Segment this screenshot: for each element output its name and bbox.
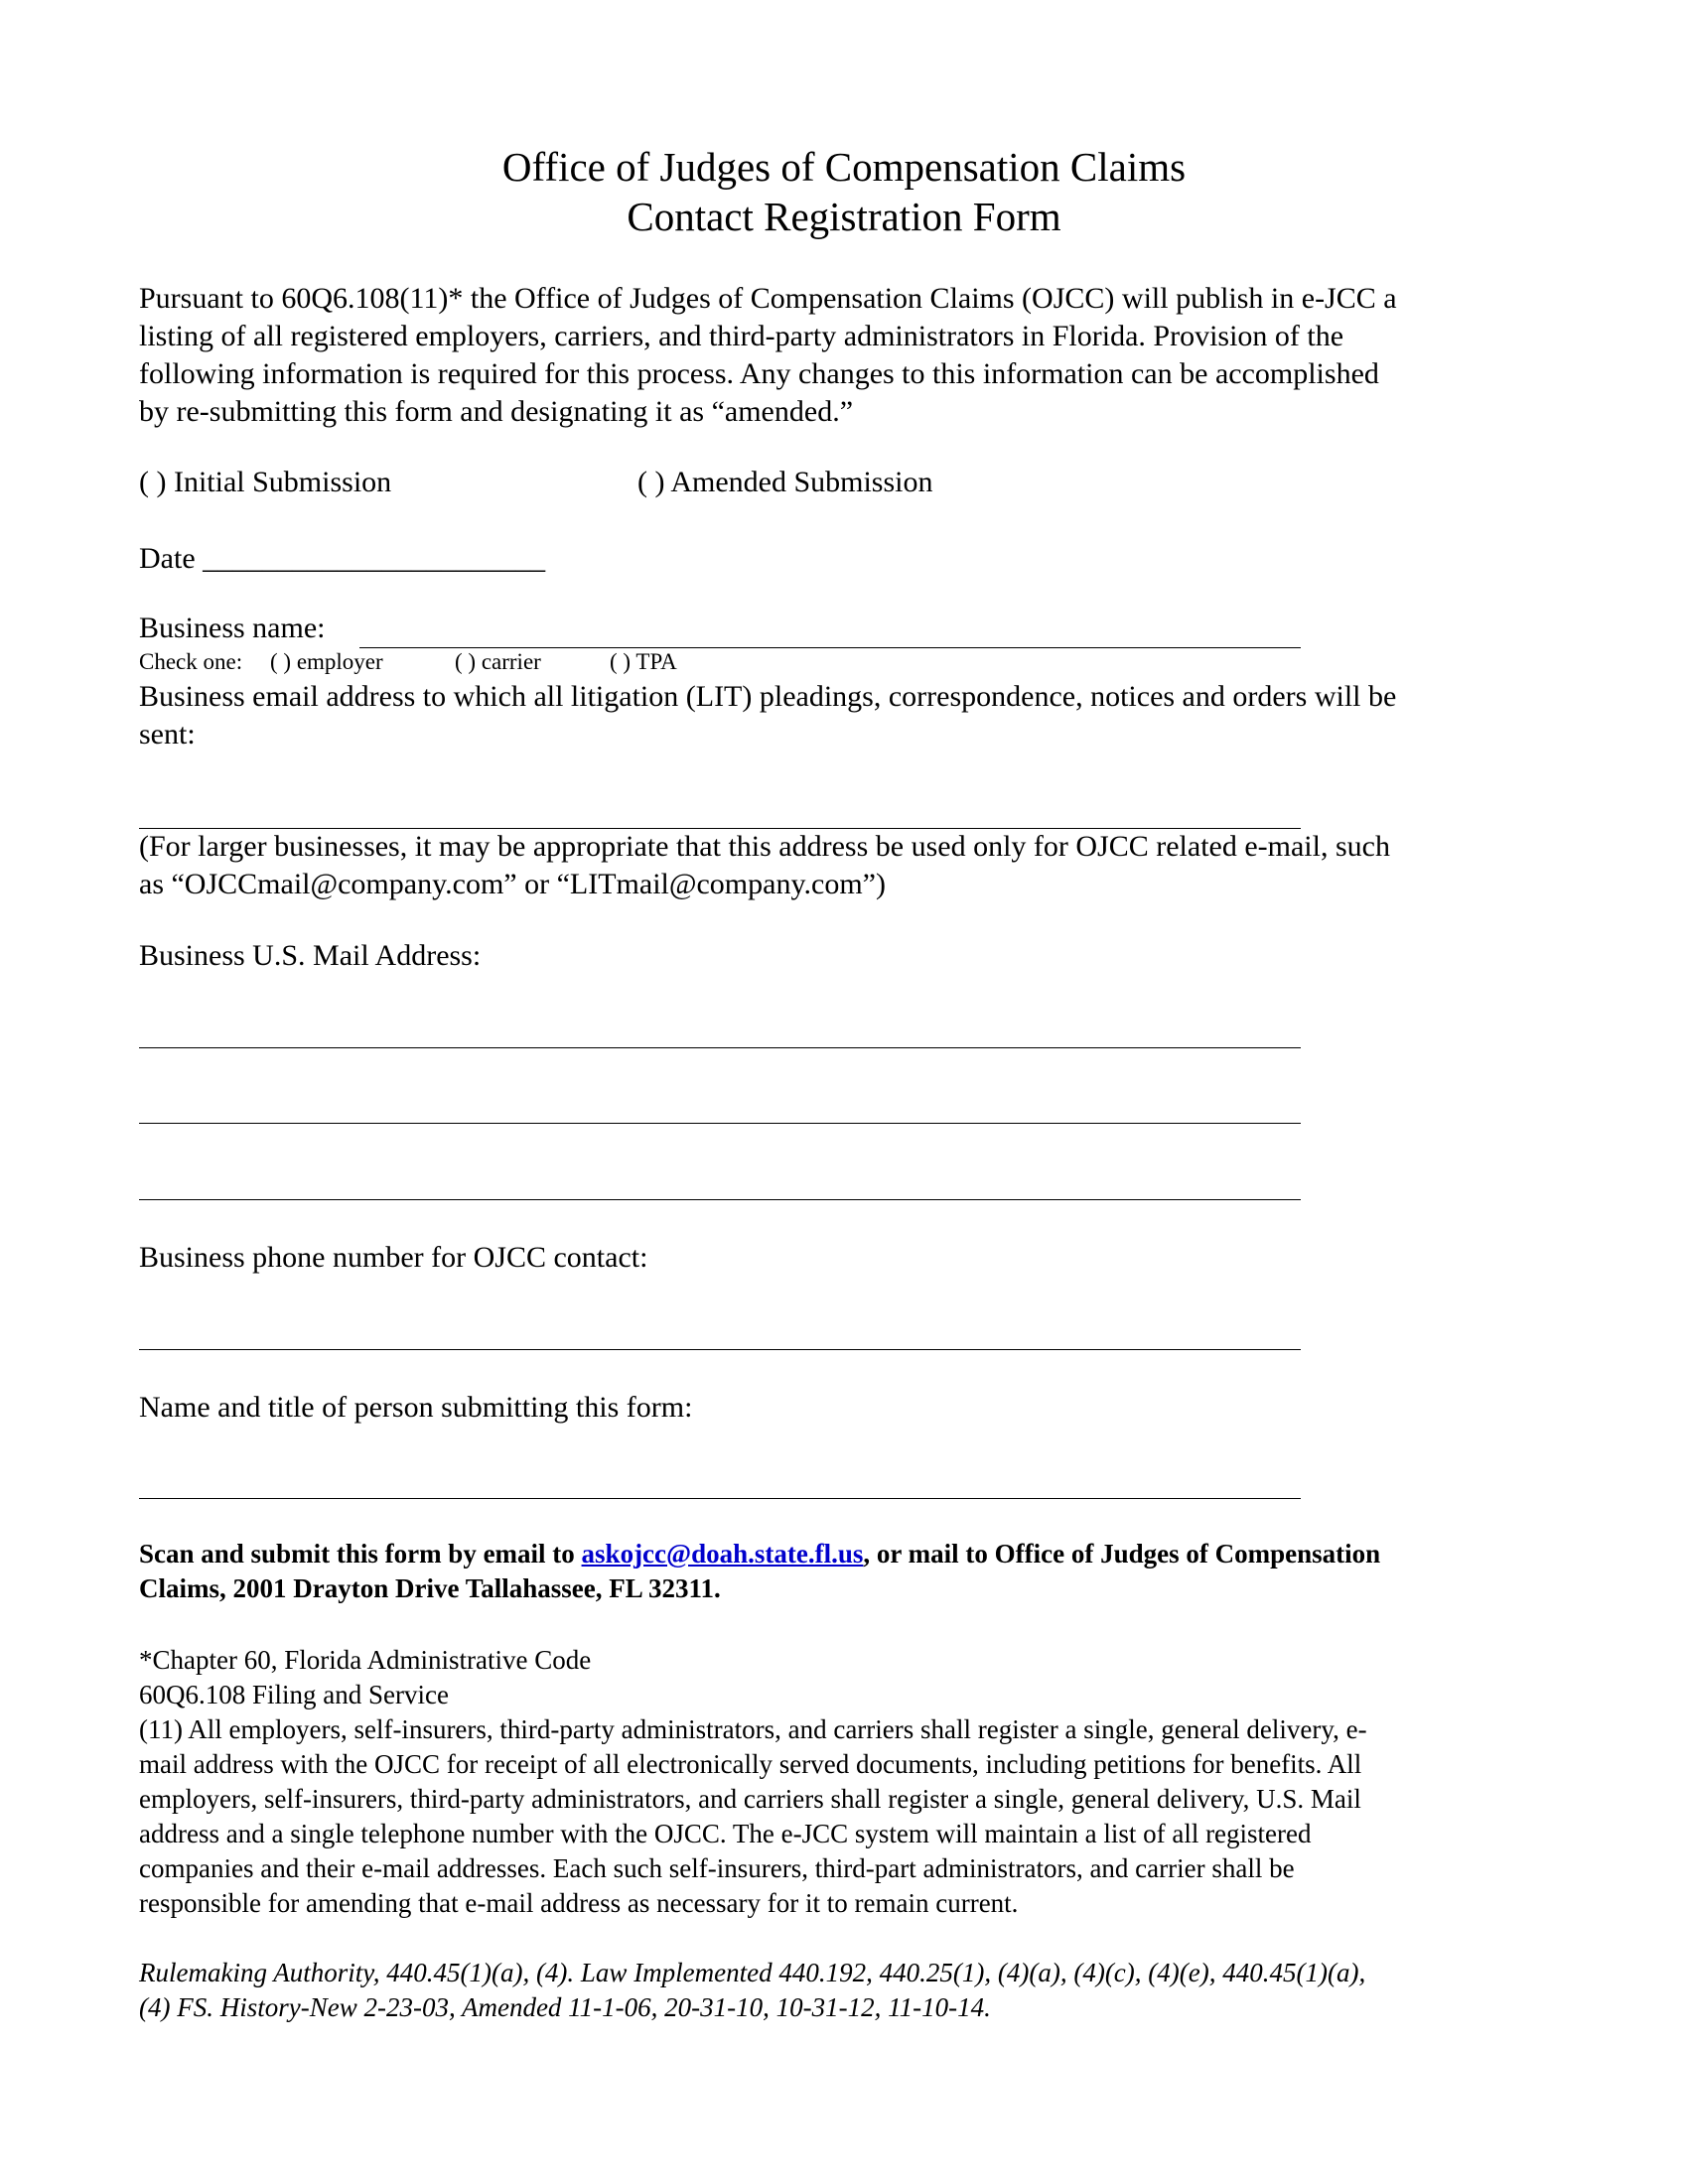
date-field[interactable]: Date _______________________ bbox=[139, 542, 546, 575]
submit-instructions bbox=[139, 1537, 1380, 1571]
business-name-label: Business name: bbox=[139, 612, 326, 644]
rule-text-line: mail address with the OJCC for receipt of all electronically served documents, including petitions for benefits. All bbox=[139, 1749, 1362, 1779]
rule-text-line: address and a single telephone number with the OJCC. The e-JCC system will maintain a list of all registered bbox=[139, 1819, 1312, 1848]
intro-line: by re-submitting this form and designating it as “amended.” bbox=[139, 395, 854, 428]
carrier-checkbox[interactable]: ( ) carrier bbox=[455, 649, 541, 674]
footnote-chapter: *Chapter 60, Florida Administrative Code bbox=[139, 1645, 592, 1675]
page-title: Office of Judges of Compensation Claims bbox=[501, 144, 1187, 190]
intro-line: listing of all registered employers, carriers, and third-party administrators in Florida. Provision of the bbox=[139, 320, 1344, 352]
phone-label: Business phone number for OJCC contact: bbox=[139, 1241, 648, 1274]
employer-checkbox[interactable]: ( ) employer bbox=[270, 649, 383, 674]
intro-line: following information is required for this process. Any changes to this information can be accomplished bbox=[139, 357, 1379, 390]
mail-address-label: Business U.S. Mail Address: bbox=[139, 939, 482, 972]
submitter-label: Name and title of person submitting this form: bbox=[139, 1391, 693, 1424]
mail-address-line[interactable] bbox=[139, 1123, 1301, 1124]
email-label: sent: bbox=[139, 718, 196, 751]
rule-text-line: (11) All employers, self-insurers, third-party administrators, and carriers shall register a single, general delivery, e- bbox=[139, 1714, 1367, 1744]
tpa-checkbox[interactable]: ( ) TPA bbox=[610, 649, 677, 674]
submitter-line[interactable] bbox=[139, 1498, 1301, 1499]
email-label: Business email address to which all litigation (LIT) pleadings, correspondence, notices and orders will be bbox=[139, 680, 1397, 713]
rule-text-line: employers, self-insurers, third-party administrators, and carriers shall register a single, general delivery, U.S. Mail bbox=[139, 1784, 1361, 1814]
form-subtitle: Contact Registration Form bbox=[627, 194, 1061, 239]
authority-line: Rulemaking Authority, 440.45(1)(a), (4). Law Implemented 440.192, 440.25(1), (4)(a), (4)(c), (4)(e), 440.45(1)(a), bbox=[139, 1958, 1366, 1987]
amended-submission-checkbox[interactable]: ( ) Amended Submission bbox=[637, 466, 933, 498]
intro-line: Pursuant to 60Q6.108(11)* the Office of Judges of Compensation Claims (OJCC) will publish in e-JCC a bbox=[139, 282, 1397, 315]
submit-address: Claims, 2001 Drayton Drive Tallahassee, FL 32311. bbox=[139, 1573, 721, 1603]
submit-prefix: Scan and submit this form by email to bbox=[139, 1539, 582, 1569]
rule-text-line: responsible for amending that e-mail address as necessary for it to remain current. bbox=[139, 1888, 1019, 1918]
rule-text-line: companies and their e-mail addresses. Each such self-insurers, third-part administrators, and carrier shall be bbox=[139, 1853, 1295, 1883]
authority-line: (4) FS. History-New 2-23-03, Amended 11-1-06, 20-31-10, 10-31-12, 11-10-14. bbox=[139, 1992, 991, 2022]
submit-email-link[interactable]: askojcc@doah.state.fl.us bbox=[581, 1539, 864, 1569]
initial-submission-checkbox[interactable]: ( ) Initial Submission bbox=[139, 466, 392, 498]
check-one-label: Check one: bbox=[139, 649, 243, 674]
footnote-rule: 60Q6.108 Filing and Service bbox=[139, 1680, 449, 1709]
mail-address-line[interactable] bbox=[139, 1047, 1301, 1048]
email-note: as “OJCCmail@company.com” or “LITmail@company.com”) bbox=[139, 868, 886, 900]
phone-line[interactable] bbox=[139, 1349, 1301, 1350]
email-note: (For larger businesses, it may be appropriate that this address be used only for OJCC related e-mail, such bbox=[139, 830, 1390, 863]
mail-address-line[interactable] bbox=[139, 1199, 1301, 1200]
submit-suffix: , or mail to Office of Judges of Compensation bbox=[863, 1539, 1381, 1569]
